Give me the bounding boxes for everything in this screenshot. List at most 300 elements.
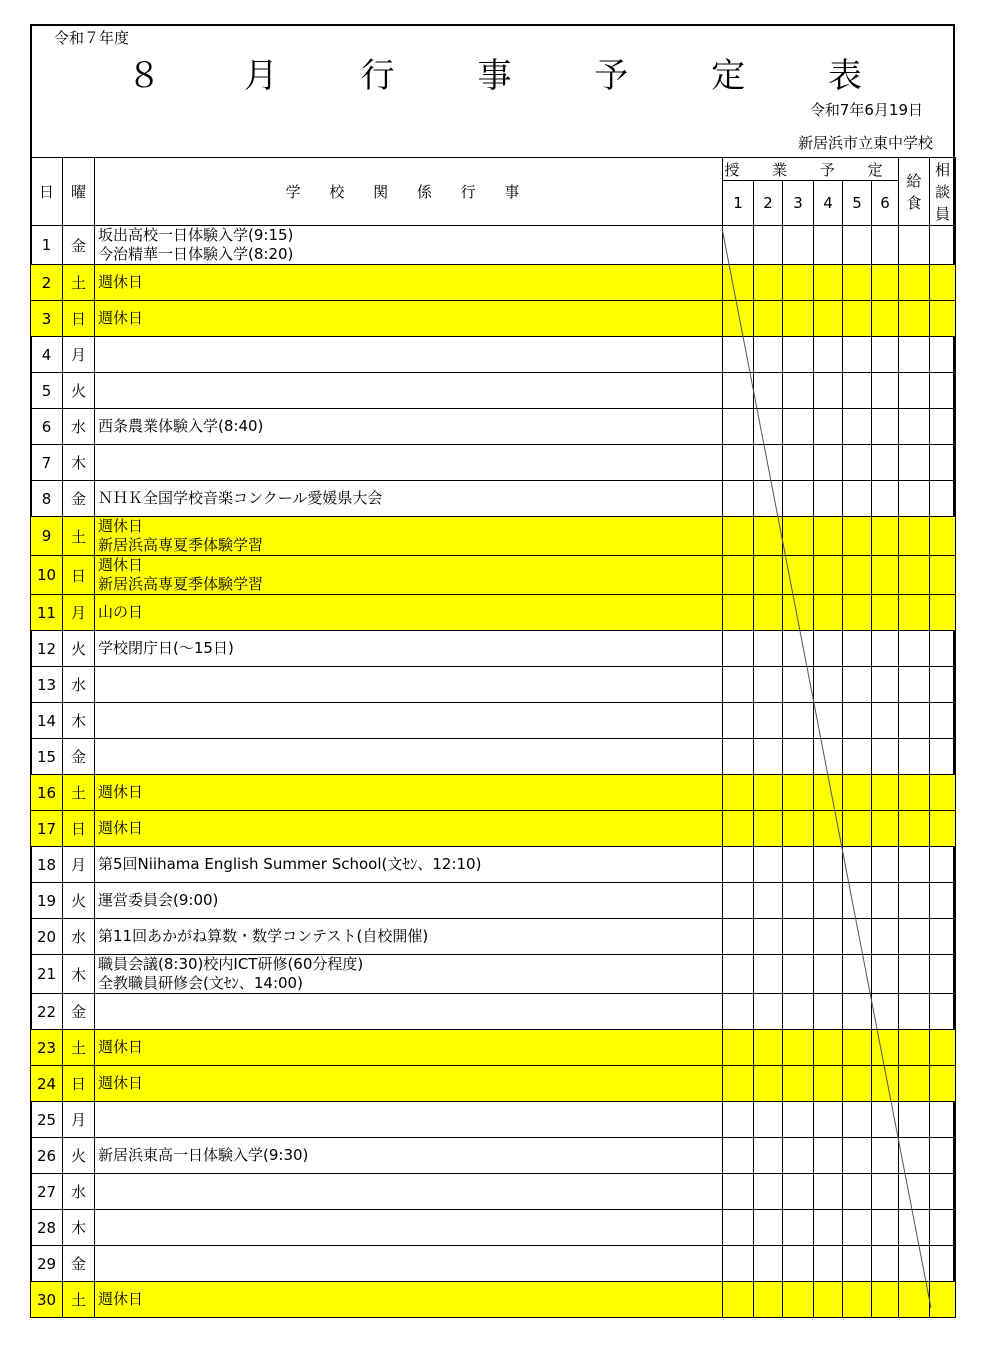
weekday-cell: 火 [63,883,95,919]
period-2-cell [754,1282,783,1318]
counselor-cell [930,481,956,517]
weekday-cell: 金 [63,994,95,1030]
period-2-cell [754,556,783,595]
period-6-cell [872,775,899,811]
period-5-cell [843,667,872,703]
period-3-cell [783,1066,814,1102]
period-1-cell [723,667,754,703]
counselor-cell [930,445,956,481]
period-1-cell [723,481,754,517]
period-3-cell [783,703,814,739]
column-header-weekday: 曜 [63,158,95,226]
weekday-cell: 日 [63,556,95,595]
events-cell [95,1138,723,1174]
period-3-cell [783,919,814,955]
events-cell [95,1282,723,1318]
schedule-row [31,994,956,1030]
schedule-row [31,775,956,811]
period-1-cell [723,265,754,301]
period-1-cell [723,409,754,445]
period-5-cell [843,1138,872,1174]
period-3-cell [783,1138,814,1174]
day-cell: 3 [31,301,63,337]
period-2-cell [754,667,783,703]
period-3-cell [783,373,814,409]
events-cell [95,265,723,301]
period-header-2: 2 [754,181,783,226]
events-cell [95,595,723,631]
period-1-cell [723,1210,754,1246]
period-1-cell [723,883,754,919]
schedule-row [31,595,956,631]
event-text: ＮＨＫ全国学校音楽コンクール愛媛県大会 [98,489,383,507]
period-3-cell [783,409,814,445]
period-4-cell [814,226,843,265]
event-text: 週休日 [98,309,144,327]
event-text: 新居浜高専夏季体験学習 [98,575,264,593]
period-4-cell [814,265,843,301]
period-4-cell [814,811,843,847]
event-text: 西条農業体験入学(8:40) [98,417,264,435]
period-3-cell [783,301,814,337]
period-3-cell [783,1282,814,1318]
period-2-cell [754,409,783,445]
period-5-cell [843,847,872,883]
period-1-cell [723,1282,754,1318]
period-6-cell [872,556,899,595]
period-6-cell [872,226,899,265]
day-cell: 10 [31,556,63,595]
counselor-cell [930,811,956,847]
day-cell: 17 [31,811,63,847]
period-6-cell [872,373,899,409]
weekday-cell: 火 [63,631,95,667]
event-text: 職員会議(8:30)校内ICT研修(60分程度) [98,955,364,973]
school-name: 新居浜市立東中学校 [797,134,933,152]
period-6-cell [872,1138,899,1174]
period-5-cell [843,1102,872,1138]
event-text: 今治精華一日体験入学(8:20) [98,245,294,263]
weekday-cell: 月 [63,1102,95,1138]
period-4-cell [814,919,843,955]
schedule-row [31,265,956,301]
period-4-cell [814,409,843,445]
period-1-cell [723,775,754,811]
period-6-cell [872,703,899,739]
events-cell [95,739,723,775]
period-2-cell [754,373,783,409]
period-5-cell [843,883,872,919]
period-header-6: 6 [872,181,899,226]
weekday-cell: 木 [63,703,95,739]
period-2-cell [754,481,783,517]
period-4-cell [814,595,843,631]
period-1-cell [723,1066,754,1102]
period-1-cell [723,994,754,1030]
events-cell [95,667,723,703]
period-6-cell [872,445,899,481]
period-1-cell [723,739,754,775]
events-cell [95,1066,723,1102]
day-cell: 13 [31,667,63,703]
period-6-cell [872,1282,899,1318]
day-cell: 16 [31,775,63,811]
schedule-row [31,556,956,595]
lunch-cell [899,847,930,883]
period-5-cell [843,517,872,556]
period-4-cell [814,1066,843,1102]
lunch-cell [899,883,930,919]
counselor-cell [930,703,956,739]
period-6-cell [872,481,899,517]
schedule-row [31,337,956,373]
day-cell: 1 [31,226,63,265]
period-1-cell [723,703,754,739]
schedule-row [31,667,956,703]
schedule-row [31,1282,956,1318]
period-1-cell [723,1246,754,1282]
day-cell: 29 [31,1246,63,1282]
period-5-cell [843,919,872,955]
period-5-cell [843,481,872,517]
events-cell [95,301,723,337]
events-cell [95,811,723,847]
event-text: 週休日 [98,517,144,535]
period-2-cell [754,994,783,1030]
period-4-cell [814,1282,843,1318]
counselor-cell [930,337,956,373]
weekday-cell: 火 [63,373,95,409]
period-3-cell [783,226,814,265]
lunch-cell [899,481,930,517]
period-1-cell [723,1030,754,1066]
period-1-cell [723,226,754,265]
counselor-cell [930,1102,956,1138]
period-4-cell [814,1210,843,1246]
day-cell: 23 [31,1030,63,1066]
period-3-cell [783,481,814,517]
period-2-cell [754,445,783,481]
events-cell [95,481,723,517]
period-4-cell [814,955,843,994]
column-header-events: 学 校 関 係 行 事 [95,158,723,226]
period-2-cell [754,1174,783,1210]
day-cell: 12 [31,631,63,667]
period-4-cell [814,1030,843,1066]
schedule-row [31,1030,956,1066]
events-cell [95,556,723,595]
period-3-cell [783,847,814,883]
events-cell [95,847,723,883]
schedule-row [31,226,956,265]
period-5-cell [843,811,872,847]
period-6-cell [872,955,899,994]
period-2-cell [754,1210,783,1246]
period-6-cell [872,595,899,631]
counselor-cell [930,739,956,775]
weekday-cell: 月 [63,337,95,373]
schedule-table [30,157,956,1318]
events-cell [95,1210,723,1246]
period-5-cell [843,265,872,301]
period-3-cell [783,955,814,994]
period-1-cell [723,373,754,409]
counselor-cell [930,1246,956,1282]
schedule-row [31,1102,956,1138]
column-header-lunch [899,158,930,226]
period-5-cell [843,301,872,337]
period-2-cell [754,265,783,301]
period-3-cell [783,811,814,847]
period-4-cell [814,883,843,919]
period-5-cell [843,1246,872,1282]
period-6-cell [872,1066,899,1102]
events-cell [95,1030,723,1066]
column-header-lessons: 授 業 予 定 [723,158,899,181]
period-4-cell [814,775,843,811]
day-cell: 4 [31,337,63,373]
counselor-cell [930,517,956,556]
period-4-cell [814,847,843,883]
period-1-cell [723,301,754,337]
lunch-cell [899,811,930,847]
events-cell [95,703,723,739]
lunch-cell [899,265,930,301]
weekday-cell: 土 [63,265,95,301]
period-4-cell [814,1138,843,1174]
period-6-cell [872,883,899,919]
event-text: 週休日 [98,556,144,574]
period-3-cell [783,517,814,556]
schedule-row [31,883,956,919]
lunch-cell [899,1066,930,1102]
schedule-row [31,445,956,481]
event-text: 週休日 [98,1038,144,1056]
schedule-row [31,811,956,847]
events-cell [95,919,723,955]
counselor-cell [930,1282,956,1318]
period-4-cell [814,1102,843,1138]
period-6-cell [872,994,899,1030]
period-4-cell [814,481,843,517]
lunch-cell [899,1138,930,1174]
events-cell [95,1246,723,1282]
lunch-header-text: 給食 [906,171,922,212]
day-cell: 22 [31,994,63,1030]
lunch-cell [899,994,930,1030]
weekday-cell: 土 [63,775,95,811]
event-text: 週休日 [98,819,144,837]
period-2-cell [754,337,783,373]
lunch-cell [899,301,930,337]
period-1-cell [723,556,754,595]
period-1-cell [723,1138,754,1174]
period-6-cell [872,631,899,667]
events-cell [95,994,723,1030]
weekday-cell: 金 [63,226,95,265]
weekday-cell: 土 [63,517,95,556]
weekday-cell: 木 [63,955,95,994]
sheet-header [32,26,953,157]
period-5-cell [843,226,872,265]
period-2-cell [754,1102,783,1138]
period-header-5: 5 [843,181,872,226]
counselor-cell [930,301,956,337]
period-1-cell [723,955,754,994]
period-3-cell [783,556,814,595]
schedule-row [31,1246,956,1282]
period-6-cell [872,1210,899,1246]
lunch-cell [899,775,930,811]
period-header-1: 1 [723,181,754,226]
period-4-cell [814,337,843,373]
period-2-cell [754,1066,783,1102]
day-cell: 15 [31,739,63,775]
events-cell [95,1174,723,1210]
lunch-cell [899,1174,930,1210]
counselor-cell [930,883,956,919]
weekday-cell: 月 [63,595,95,631]
period-1-cell [723,595,754,631]
period-5-cell [843,1030,872,1066]
period-4-cell [814,631,843,667]
schedule-row [31,301,956,337]
lunch-cell [899,703,930,739]
period-6-cell [872,409,899,445]
day-cell: 20 [31,919,63,955]
events-cell [95,409,723,445]
counselor-cell [930,667,956,703]
counselor-cell [930,994,956,1030]
period-6-cell [872,667,899,703]
weekday-cell: 木 [63,445,95,481]
lunch-cell [899,337,930,373]
period-5-cell [843,337,872,373]
period-2-cell [754,883,783,919]
period-2-cell [754,955,783,994]
lunch-cell [899,667,930,703]
schedule-row [31,1138,956,1174]
day-cell: 2 [31,265,63,301]
day-cell: 7 [31,445,63,481]
event-text: 運営委員会(9:00) [98,891,219,909]
counselor-cell [930,775,956,811]
column-header-counselor [930,158,956,226]
period-6-cell [872,739,899,775]
period-6-cell [872,265,899,301]
period-2-cell [754,775,783,811]
period-1-cell [723,1102,754,1138]
period-3-cell [783,445,814,481]
period-6-cell [872,301,899,337]
page-title: ８ 月 行 事 予 定 表 [127,56,898,96]
period-1-cell [723,847,754,883]
counselor-cell [930,1138,956,1174]
period-2-cell [754,703,783,739]
counselor-cell [930,595,956,631]
day-cell: 9 [31,517,63,556]
events-cell [95,955,723,994]
event-text: 第11回あかがね算数・数学コンテスト(自校開催) [98,927,429,945]
counselor-cell [930,847,956,883]
day-cell: 6 [31,409,63,445]
weekday-cell: 木 [63,1210,95,1246]
fiscal-year-label: 令和７年度 [54,29,130,47]
counselor-cell [930,955,956,994]
lunch-cell [899,1210,930,1246]
period-6-cell [872,1174,899,1210]
period-2-cell [754,631,783,667]
schedule-row [31,847,956,883]
period-2-cell [754,847,783,883]
weekday-cell: 土 [63,1282,95,1318]
events-cell [95,883,723,919]
schedule-row [31,631,956,667]
weekday-cell: 日 [63,301,95,337]
lunch-cell [899,955,930,994]
lunch-cell [899,445,930,481]
weekday-cell: 月 [63,847,95,883]
period-2-cell [754,739,783,775]
day-cell: 25 [31,1102,63,1138]
period-5-cell [843,595,872,631]
period-1-cell [723,631,754,667]
day-cell: 21 [31,955,63,994]
schedule-row [31,955,956,994]
events-cell [95,226,723,265]
event-text: 全教職員研修会(文ｾﾝ、14:00) [98,974,303,992]
period-3-cell [783,994,814,1030]
counselor-cell [930,226,956,265]
schedule-row [31,481,956,517]
event-text: 新居浜東高一日体験入学(9:30) [98,1146,309,1164]
period-4-cell [814,517,843,556]
period-6-cell [872,1030,899,1066]
period-2-cell [754,1246,783,1282]
schedule-row [31,409,956,445]
period-4-cell [814,1246,843,1282]
lunch-cell [899,595,930,631]
period-5-cell [843,1282,872,1318]
period-5-cell [843,631,872,667]
period-4-cell [814,301,843,337]
lunch-cell [899,1030,930,1066]
schedule-sheet [30,24,955,1307]
weekday-cell: 日 [63,1066,95,1102]
counselor-cell [930,1174,956,1210]
weekday-cell: 火 [63,1138,95,1174]
period-6-cell [872,919,899,955]
period-4-cell [814,667,843,703]
period-1-cell [723,919,754,955]
period-5-cell [843,445,872,481]
period-4-cell [814,556,843,595]
event-text: 週休日 [98,273,144,291]
day-cell: 8 [31,481,63,517]
weekday-cell: 金 [63,739,95,775]
schedule-row [31,703,956,739]
period-header-4: 4 [814,181,843,226]
counselor-cell [930,919,956,955]
event-text: 新居浜高専夏季体験学習 [98,536,264,554]
period-4-cell [814,373,843,409]
period-1-cell [723,811,754,847]
period-2-cell [754,811,783,847]
period-5-cell [843,373,872,409]
day-cell: 19 [31,883,63,919]
day-cell: 30 [31,1282,63,1318]
counselor-cell [930,1210,956,1246]
